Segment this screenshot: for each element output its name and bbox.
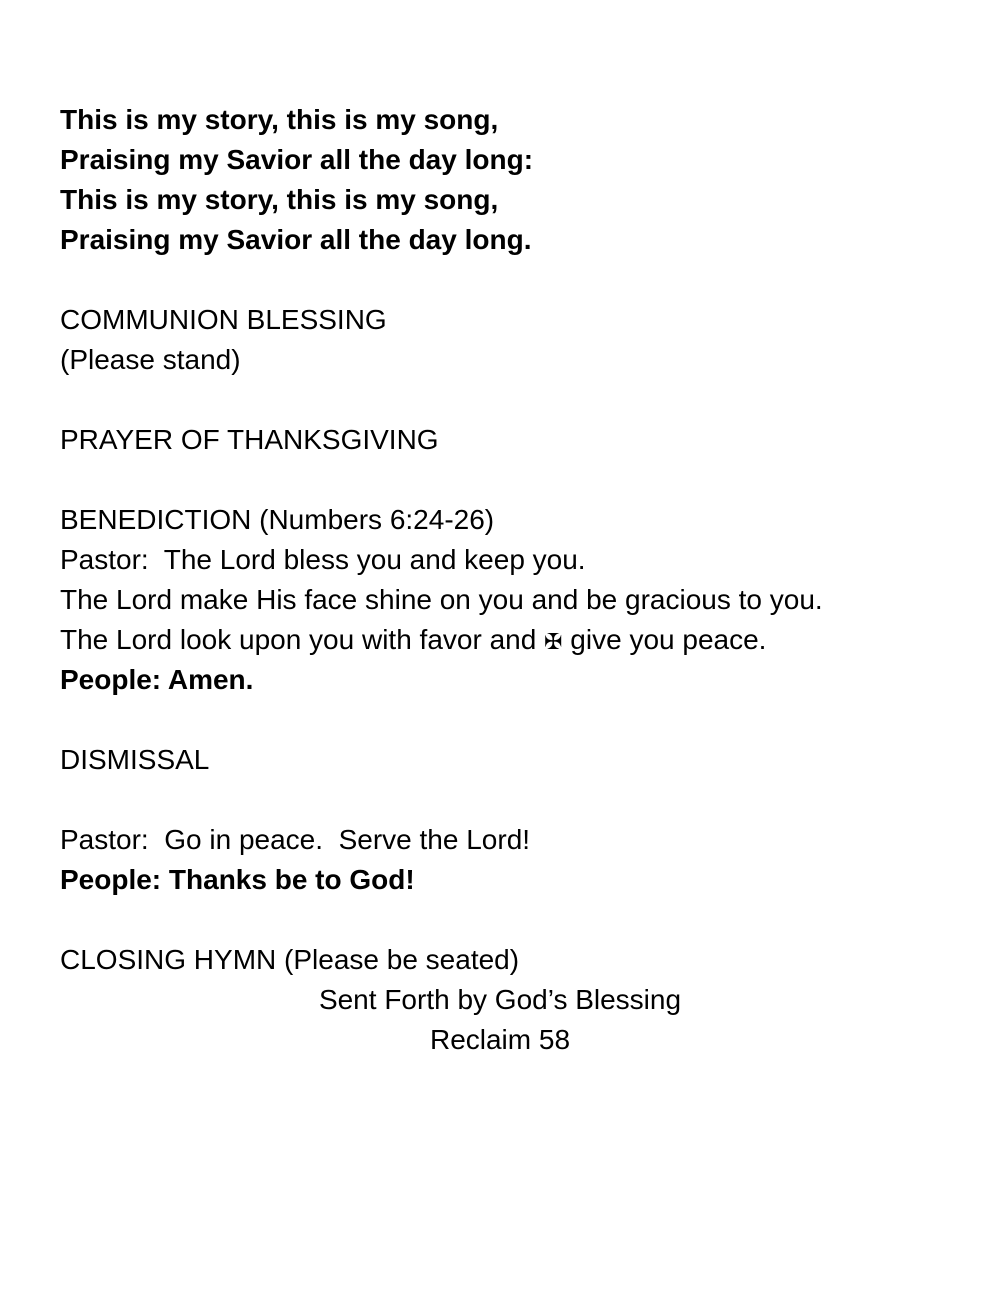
benediction-section [60, 500, 940, 700]
benediction-pastor-line: Pastor: The Lord bless you and keep you. [60, 544, 586, 575]
prayer-heading: PRAYER OF THANKSGIVING [60, 424, 439, 455]
closing-hymn-heading: CLOSING HYMN (Please be seated) [60, 944, 520, 975]
dismissal-heading: DISMISSAL [60, 744, 210, 775]
dismissal-people-response: People: Thanks be to God! [60, 864, 415, 895]
refrain-line: Praising my Savior all the day long: [60, 144, 534, 175]
closing-hymn-number: Reclaim 58 [429, 1024, 571, 1055]
benediction-line: The Lord make His face shine on you and be gracious to you. [60, 584, 823, 615]
benediction-heading: BENEDICTION (Numbers 6:24-26) [60, 504, 495, 535]
refrain-line: This is my story, this is my song, [60, 104, 499, 135]
refrain-line: This is my story, this is my song, [60, 184, 499, 215]
communion-section [60, 300, 940, 380]
spacer [60, 460, 940, 500]
spacer [60, 380, 940, 420]
spacer [60, 780, 940, 820]
hymn-refrain [60, 100, 940, 260]
benediction-line-start: The Lord look upon you with favor and [60, 624, 545, 655]
closing-hymn-title: Sent Forth by God’s Blessing [318, 984, 682, 1015]
communion-heading: COMMUNION BLESSING [60, 304, 387, 335]
dismissal-section [60, 740, 940, 900]
benediction-line [60, 620, 940, 660]
spacer [60, 260, 940, 300]
prayer-section [60, 420, 940, 460]
benediction-line-end: give you peace. [562, 624, 767, 655]
spacer [60, 900, 940, 940]
communion-instruction: (Please stand) [60, 344, 241, 375]
bulletin-page [60, 100, 940, 1060]
spacer [60, 700, 940, 740]
dismissal-pastor-line: Pastor: Go in peace. Serve the Lord! [60, 824, 531, 855]
refrain-line: Praising my Savior all the day long. [60, 224, 532, 255]
closing-hymn-section [60, 940, 940, 1060]
benediction-people-response: People: Amen. [60, 664, 254, 695]
cross-icon: ✠ [544, 630, 563, 655]
